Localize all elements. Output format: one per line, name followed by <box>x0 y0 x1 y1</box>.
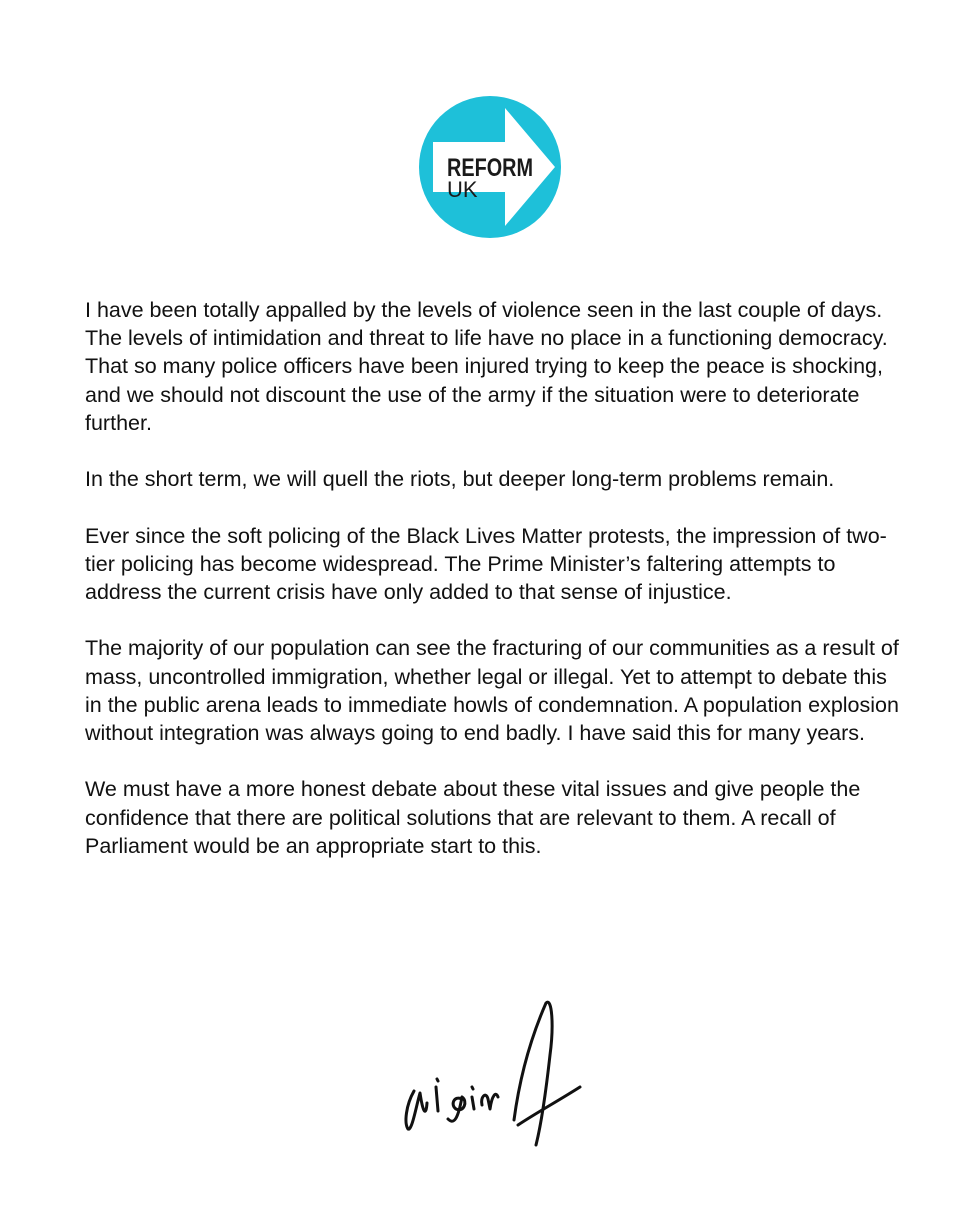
letter-paragraph: We must have a more honest debate about these vital issues and give people the confidence that there are political solutions that are relevant to them. A recall of Parliament would be an appropriate start to this. <box>85 777 861 858</box>
signature <box>396 995 586 1150</box>
letter-body <box>85 296 900 888</box>
reform-uk-arrow-icon <box>419 96 561 238</box>
letter-paragraph: Ever since the soft policing of the Black Lives Matter protests, the impression of two-tier policing has become widespread. The Prime Minister’s faltering attempts to address the current crisis have only added to that sense of injustice. <box>85 523 887 604</box>
letter-paragraph: I have been totally appalled by the levels of violence seen in the last couple of days. The levels of intimidation and threat to life have no place in a functioning democracy. That so many police officers have been injured trying to keep the peace is shocking, and we should not discount the use of the army if the situation were to deteriorate further. <box>85 298 888 435</box>
signature-icon <box>396 995 586 1150</box>
reform-uk-logo <box>419 96 561 238</box>
letter-paragraph: The majority of our population can see the fracturing of our communities as a result of mass, uncontrolled immigration, whether legal or illegal. Yet to attempt to debate this in the public arena leads to immediate howls of condemnation. A population explosion without integration was always going to end badly. I have said this for many years. <box>85 636 899 745</box>
letter-paragraph: In the short term, we will quell the riots, but deeper long-term problems remain. <box>85 467 835 492</box>
logo-text-uk: UK <box>447 177 478 202</box>
logo-text-reform: REFORM <box>447 154 533 182</box>
